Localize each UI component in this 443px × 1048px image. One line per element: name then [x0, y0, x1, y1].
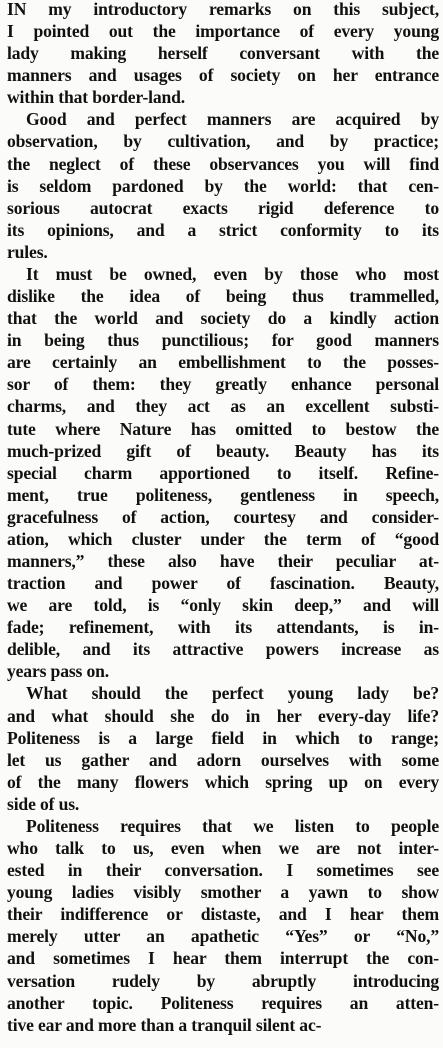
text-line: Politeness is a large field in which to range;: [7, 728, 439, 748]
text-line: fade; refinement, with its attendants, is in-: [7, 618, 439, 638]
text-line: and sometimes I hear them interrupt the con-: [7, 949, 439, 969]
paragraph-first-line: It must be owned, even by those who most: [26, 264, 439, 284]
text-line: delible, and its attractive powers increase as: [7, 640, 439, 660]
text-line: are certainly an embellishment to the posses-: [7, 353, 439, 373]
text-line: special charm apportioned to itself. Refine-: [7, 463, 439, 483]
text-line: who talk to us, even when we are not inter-: [7, 839, 439, 859]
text-line: the neglect of these observances you will find: [7, 154, 439, 174]
text-line: side of us.: [7, 794, 80, 814]
text-line: young ladies visibly smother a yawn to show: [7, 883, 439, 903]
text-line: lady making herself conversant with the: [7, 44, 439, 64]
text-line: IN my introductory remarks on this subject,: [7, 0, 439, 19]
text-line: rules.: [7, 242, 48, 262]
text-line: much-prized gift of beauty. Beauty has its: [7, 441, 439, 461]
text-line: I pointed out the importance of every young: [7, 22, 439, 42]
text-line: sorious autocrat exacts rigid deference to: [7, 198, 439, 218]
text-line: versation rudely by abruptly introducing: [7, 971, 439, 991]
text-line: we are told, is “only skin deep,” and will: [7, 596, 439, 616]
text-line: is seldom pardoned by the world: that cen-: [7, 176, 439, 196]
text-line: that the world and society do a kindly action: [7, 309, 439, 329]
text-line: another topic. Politeness requires an atten-: [7, 993, 439, 1013]
paragraph-first-line: What should the perfect young lady be?: [26, 684, 439, 704]
text-line: their indifference or distaste, and I hear them: [7, 905, 439, 925]
text-line: ment, true politeness, gentleness in speech,: [7, 485, 439, 505]
text-line: observation, by cultivation, and by practice;: [7, 132, 439, 152]
text-line: and what should she do in her every-day life?: [7, 706, 439, 726]
text-line: its opinions, and a strict conformity to its: [7, 220, 439, 240]
text-line: dislike the idea of being thus trammelled,: [7, 287, 439, 307]
text-line: manners,” these also have their peculiar at-: [7, 552, 439, 571]
text-line: merely utter an apathetic “Yes” or “No,”: [7, 927, 439, 947]
text-line: gracefulness of action, courtesy and consider-: [7, 507, 439, 527]
text-line: within that border-land.: [7, 88, 186, 108]
text-line: in being thus punctilious; for good manners: [7, 331, 439, 351]
text-line: let us gather and adorn ourselves with some: [7, 750, 439, 770]
text-line: ested in their conversation. I sometimes see: [7, 861, 439, 881]
text-line: tute where Nature has omitted to bestow the: [7, 419, 439, 439]
text-line: manners and usages of society on her entrance: [7, 66, 439, 86]
text-line: ation, which cluster under the term of “good: [7, 529, 439, 549]
text-line: charms, and they act as an excellent substi-: [7, 397, 439, 417]
text-line: tive ear and more than a tranquil silent ac-: [7, 1015, 322, 1035]
text-line: of the many flowers which spring up on every: [7, 772, 439, 792]
text-line: sor of them: they greatly enhance personal: [7, 375, 439, 395]
text-line: years pass on.: [7, 662, 110, 682]
paragraph-first-line: Good and perfect manners are acquired by: [26, 110, 439, 130]
paragraph-first-line: Politeness requires that we listen to people: [26, 816, 439, 836]
text-line: traction and power of fascination. Beauty,: [7, 574, 439, 594]
